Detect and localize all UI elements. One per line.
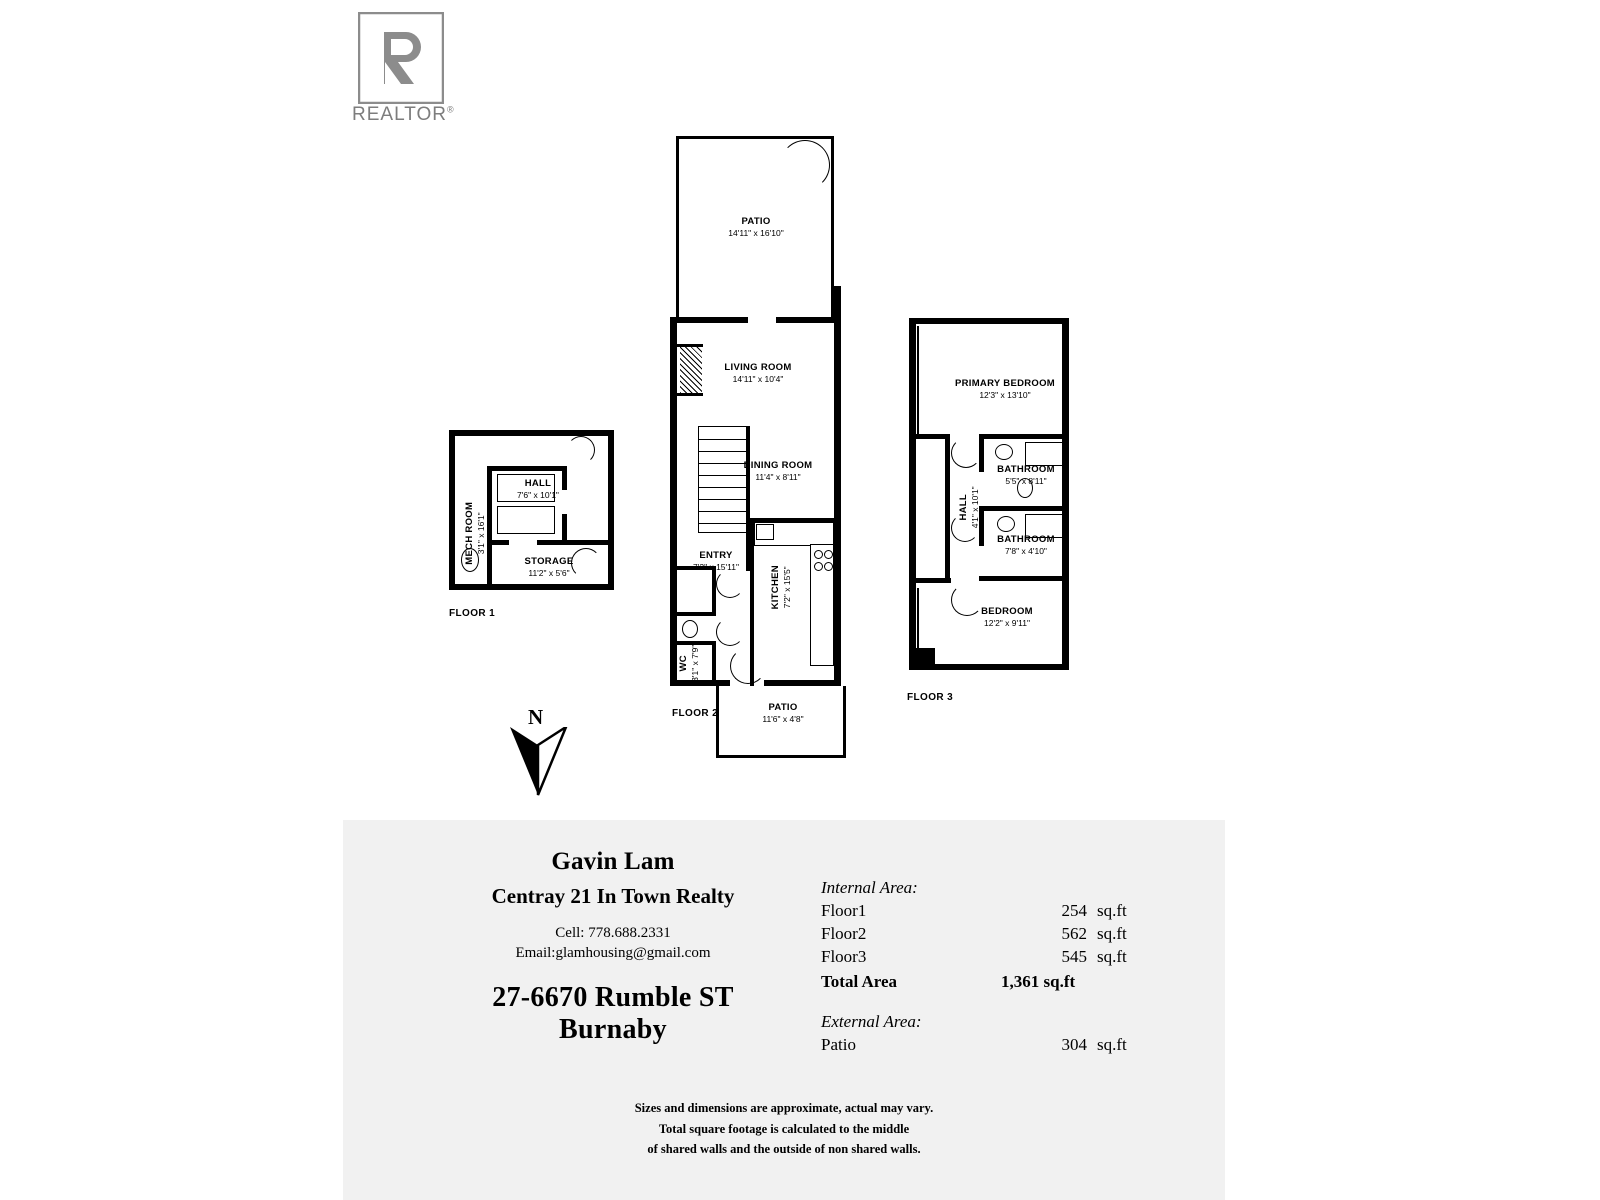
wall	[909, 648, 935, 666]
external-area-heading: External Area:	[821, 1012, 922, 1031]
wall	[979, 434, 1069, 439]
wall	[676, 317, 748, 323]
door-swing	[951, 438, 981, 468]
area-unit: sq.ft	[1097, 947, 1127, 966]
door-swing	[780, 140, 830, 190]
internal-area-heading: Internal Area:	[821, 878, 918, 897]
disclaimer-line: of shared walls and the outside of non shared walls.	[647, 1142, 921, 1157]
wall	[677, 393, 703, 396]
wall	[449, 584, 614, 590]
wall	[909, 318, 1069, 324]
door-opening	[509, 540, 537, 546]
wall	[487, 540, 608, 545]
area-row	[821, 924, 1191, 944]
area-value: 304	[1061, 1035, 1087, 1054]
wall	[487, 466, 567, 471]
wall	[716, 755, 846, 758]
burner-icon	[814, 562, 823, 571]
closet-line	[917, 326, 919, 436]
area-row	[821, 901, 1191, 921]
wall	[909, 434, 949, 439]
burner-icon	[824, 550, 833, 559]
wall	[449, 430, 614, 436]
area-value: 562	[1061, 924, 1087, 943]
wall	[487, 466, 492, 590]
room-label-storage: STORAGE 11'2" x 5'6"	[524, 556, 574, 578]
wall	[676, 136, 834, 139]
area-value: 254	[1061, 901, 1087, 920]
door-swing	[730, 648, 766, 684]
floor-tag-2: FLOOR 2	[672, 708, 719, 719]
room-label-living-room: LIVING ROOM 14'11" x 10'4"	[724, 362, 792, 384]
sink-icon	[756, 524, 774, 540]
wall	[670, 317, 677, 686]
wall	[670, 612, 716, 616]
total-area-label: Total Area	[821, 972, 898, 991]
floor-tag-3: FLOOR 3	[907, 692, 954, 703]
area-unit: sq.ft	[1097, 901, 1127, 920]
room-label-wc: WC 3'1" x 7'9"	[677, 644, 700, 682]
room-label-patio-lower: PATIO 11'6" x 4'8"	[762, 702, 804, 724]
realtor-r-icon	[358, 12, 444, 104]
area-summary	[821, 878, 1191, 1055]
disclaimer	[343, 1098, 1225, 1160]
property-address-line-2: Burnaby	[559, 1014, 667, 1045]
burner-icon	[824, 562, 833, 571]
wall	[712, 641, 716, 686]
tub-icon	[1025, 442, 1063, 466]
area-label: Patio	[821, 1035, 856, 1054]
area-row	[821, 947, 1191, 967]
floor-2-plan	[668, 136, 858, 776]
realtor-wordmark: REALTOR®	[352, 104, 455, 125]
area-unit: sq.ft	[1097, 924, 1127, 943]
wall	[712, 566, 716, 614]
area-label: Floor2	[821, 924, 867, 943]
disclaimer-line: Total square footage is calculated to the middle	[658, 1121, 910, 1136]
door-swing	[716, 570, 744, 598]
room-label-entry: ENTRY 7'2" x 15'11"	[693, 550, 739, 572]
floor-3-plan	[905, 318, 1085, 718]
area-label: Floor1	[821, 901, 867, 920]
room-label-primary-bedroom: PRIMARY BEDROOM 12'3" x 13'10"	[954, 378, 1056, 400]
room-label-kitchen: KITCHEN 7'2" x 15'5"	[769, 565, 792, 610]
wall	[449, 430, 455, 590]
burner-icon	[814, 550, 823, 559]
wall	[909, 318, 916, 670]
total-area-value: 1,361 sq.ft	[1001, 972, 1076, 991]
wall	[979, 576, 1069, 581]
room-label-hall: HALL 7'6" x 10'1"	[517, 478, 559, 500]
room-label-bathroom-2: BATHROOM 7'8" x 4'10"	[997, 534, 1055, 556]
room-label-bathroom-1: BATHROOM 5'5" x 8'11"	[997, 464, 1055, 486]
property-address-line-1: 27-6670 Rumble ST	[492, 982, 734, 1013]
wall	[909, 578, 951, 583]
wall	[716, 686, 719, 758]
wall	[676, 136, 679, 320]
agent-phone: Cell: 778.688.2331	[555, 925, 671, 941]
wall	[764, 680, 841, 686]
room-label-patio-upper: PATIO 14'11" x 16'10"	[728, 216, 784, 238]
room-label-dining-room: DINING ROOM 11'4" x 8'11"	[743, 460, 813, 482]
room-label-mech-room: MECH ROOM 3'1" x 16'1"	[463, 501, 486, 565]
north-arrow	[500, 705, 580, 810]
north-label: N	[528, 705, 544, 729]
area-row	[821, 1035, 1191, 1055]
north-arrow-icon	[500, 727, 580, 807]
wall	[776, 317, 834, 323]
info-panel	[343, 820, 1225, 1200]
area-value: 545	[1061, 947, 1087, 966]
realtor-logo	[352, 12, 455, 126]
area-label: Floor3	[821, 947, 867, 966]
door-swing	[716, 618, 744, 646]
wall	[979, 506, 1069, 511]
floor-1-plan	[449, 430, 619, 630]
agent-company: Centray 21 In Town Realty	[491, 884, 735, 908]
sink-icon	[997, 516, 1015, 532]
wall	[945, 434, 950, 582]
floor-tag-1: FLOOR 1	[449, 608, 496, 619]
sink-icon	[995, 444, 1013, 460]
wall	[608, 430, 614, 590]
room-label-bedroom: BEDROOM 12'2" x 9'11"	[981, 606, 1033, 628]
door-swing	[567, 436, 595, 464]
agent-block	[383, 848, 843, 1046]
area-unit: sq.ft	[1097, 1035, 1127, 1054]
area-row-total	[821, 972, 1191, 992]
wall	[834, 286, 841, 686]
room-label-hall: HALL 4'1" x 10'1"	[957, 486, 980, 529]
fixture	[497, 506, 555, 534]
agent-email: Email:glamhousing@gmail.com	[515, 945, 711, 961]
disclaimer-line: Sizes and dimensions are approximate, actual may vary.	[634, 1101, 934, 1115]
agent-name: Gavin Lam	[551, 848, 675, 875]
